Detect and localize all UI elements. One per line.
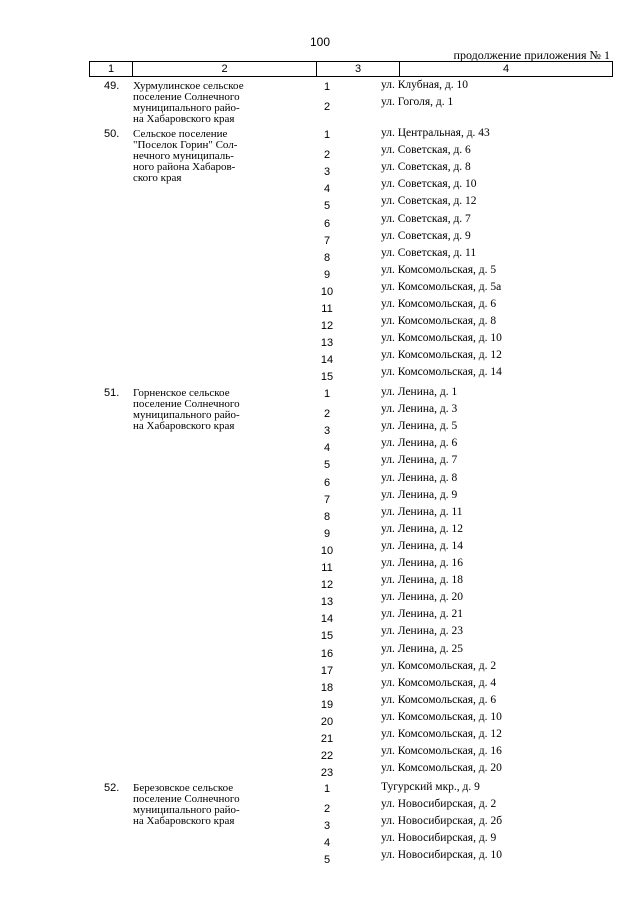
row-index: 14	[320, 354, 334, 367]
address: ул. Советская, д. 10	[381, 178, 477, 191]
address: ул. Советская, д. 12	[381, 195, 477, 208]
settlement-name-line: Хурмулинское сельское	[133, 80, 244, 92]
row-index: 12	[320, 320, 334, 333]
row-index: 1	[323, 783, 331, 795]
entry-number: 50.	[104, 128, 120, 140]
page-number: 100	[309, 35, 331, 49]
settlement-name-line: на Хабаровского края	[133, 113, 235, 125]
address: ул. Ленина, д. 21	[381, 608, 463, 621]
address: ул. Советская, д. 6	[381, 144, 471, 157]
column-header-3: 3	[354, 63, 362, 75]
address: ул. Новосибирская, д. 2б	[381, 815, 503, 828]
row-index: 1	[323, 129, 331, 141]
row-index: 15	[320, 371, 334, 384]
row-index: 4	[323, 837, 331, 850]
row-index: 3	[323, 820, 331, 833]
address: ул. Новосибирская, д. 10	[381, 849, 502, 862]
address: ул. Клубная, д. 10	[381, 79, 468, 91]
address: ул. Комсомольская, д. 12	[381, 728, 502, 740]
row-index: 6	[323, 217, 331, 230]
address: ул. Ленина, д. 7	[381, 454, 458, 467]
column-header-4: 4	[502, 63, 510, 75]
row-index: 14	[320, 613, 334, 626]
row-index: 2	[323, 803, 331, 816]
address: Тугурский мкр., д. 9	[381, 781, 480, 793]
address: ул. Ленина, д. 6	[381, 437, 458, 450]
appendix-continuation: продолжение приложения № 1	[453, 48, 610, 62]
settlement-name-line: поселение Солнечного	[133, 398, 240, 410]
address: ул. Ленина, д. 20	[381, 591, 463, 604]
row-index: 2	[323, 149, 331, 162]
address: ул. Комсомольская, д. 10	[381, 710, 502, 723]
address: ул. Ленина, д. 1	[381, 386, 458, 398]
address: ул. Новосибирская, д. 9	[381, 832, 497, 845]
row-index: 10	[320, 544, 334, 557]
row-index: 18	[320, 681, 334, 694]
address: ул. Комсомольская, д. 8	[381, 315, 497, 328]
settlement-name	[133, 81, 278, 125]
address: ул. Ленина, д. 12	[381, 522, 463, 535]
entry-number: 52.	[104, 782, 120, 794]
address: ул. Комсомольская, д. 4	[381, 676, 497, 689]
settlement-name-line: нечного муниципаль-	[133, 150, 234, 162]
row-index: 5	[323, 200, 331, 213]
row-index: 17	[320, 664, 334, 677]
address: ул. Комсомольская, д. 16	[381, 745, 502, 758]
address: ул. Комсомольская, д. 5	[381, 263, 497, 276]
settlement-name	[133, 129, 278, 184]
settlement-name-line: муниципального райо-	[133, 409, 240, 421]
table-header	[89, 61, 613, 77]
address: ул. Ленина, д. 18	[381, 574, 463, 587]
settlement-name-line: поселение Солнечного	[133, 793, 240, 805]
address: ул. Гоголя, д. 1	[381, 96, 454, 109]
address: ул. Комсомольская, д. 20	[381, 762, 502, 775]
address: ул. Ленина, д. 23	[381, 625, 463, 638]
address: ул. Ленина, д. 3	[381, 403, 458, 416]
address: ул. Центральная, д. 43	[381, 127, 490, 139]
entry-number: 49.	[104, 80, 120, 92]
row-index: 11	[321, 562, 333, 574]
row-index: 9	[323, 527, 331, 540]
row-index: 12	[320, 579, 334, 592]
row-index: 13	[320, 596, 334, 609]
address: ул. Ленина, д. 25	[381, 642, 463, 655]
settlement-name-line: на Хабаровского края	[133, 815, 235, 827]
settlement-name-line: муниципального райо-	[133, 804, 240, 816]
row-index: 10	[320, 285, 334, 298]
settlement-name-line: Горненское сельское	[133, 387, 230, 399]
address: ул. Комсомольская, д. 12	[381, 349, 502, 362]
row-index: 2	[323, 408, 331, 421]
row-index: 19	[320, 698, 334, 711]
row-index: 15	[320, 630, 334, 643]
row-index: 6	[323, 476, 331, 489]
address: ул. Новосибирская, д. 2	[381, 798, 497, 811]
row-index: 5	[323, 854, 331, 867]
address: ул. Советская, д. 11	[381, 246, 477, 259]
row-index: 21	[320, 733, 334, 745]
settlement-name	[133, 388, 278, 432]
address: ул. Советская, д. 8	[381, 161, 471, 174]
settlement-name-line: Сельское поселение	[133, 128, 228, 140]
row-index: 20	[320, 715, 334, 728]
row-index: 3	[323, 425, 331, 438]
settlement-name-line: муниципального райо-	[133, 102, 240, 114]
address: ул. Комсомольская, д. 2	[381, 659, 497, 672]
address: ул. Советская, д. 9	[381, 229, 471, 242]
row-index: 11	[321, 303, 333, 315]
settlement-name-line: ного района Хабаров-	[133, 161, 236, 173]
column-header-2: 2	[221, 63, 228, 75]
address: ул. Комсомольская, д. 6	[381, 298, 497, 310]
settlement-name-line: ского края	[133, 172, 182, 184]
row-index: 23	[320, 767, 334, 780]
row-index: 22	[320, 750, 334, 763]
settlement-name-line: на Хабаровского края	[133, 420, 235, 432]
row-index: 1	[323, 81, 331, 93]
row-index: 13	[320, 337, 334, 350]
settlement-name	[133, 783, 278, 827]
address: ул. Ленина, д. 14	[381, 539, 463, 552]
address: ул. Ленина, д. 5	[381, 420, 458, 433]
row-index: 5	[323, 459, 331, 472]
settlement-name-line: "Поселок Горин" Сол-	[133, 139, 238, 151]
entry-number: 51.	[104, 387, 120, 399]
address: ул. Комсомольская, д. 14	[381, 366, 502, 379]
column-header-1: 1	[107, 63, 115, 75]
settlement-name-line: Березовское сельское	[133, 782, 234, 794]
row-index: 16	[320, 647, 334, 660]
row-index: 9	[323, 268, 331, 281]
address: ул. Советская, д. 7	[381, 212, 471, 225]
row-index: 7	[323, 493, 331, 506]
settlement-name-line: поселение Солнечного	[133, 91, 240, 103]
row-index: 7	[323, 234, 331, 247]
address: ул. Ленина, д. 9	[381, 488, 458, 501]
address: ул. Ленина, д. 11	[381, 505, 463, 518]
address: ул. Комсомольская, д. 5а	[381, 280, 502, 293]
address: ул. Ленина, д. 16	[381, 557, 463, 569]
row-index: 4	[323, 442, 331, 455]
row-index: 1	[323, 388, 331, 400]
row-index: 8	[323, 251, 331, 264]
address: ул. Комсомольская, д. 10	[381, 332, 502, 345]
address: ул. Ленина, д. 8	[381, 471, 458, 484]
row-index: 3	[323, 166, 331, 179]
row-index: 2	[323, 101, 331, 114]
row-index: 4	[323, 183, 331, 196]
address: ул. Комсомольская, д. 6	[381, 693, 497, 706]
row-index: 8	[323, 510, 331, 523]
